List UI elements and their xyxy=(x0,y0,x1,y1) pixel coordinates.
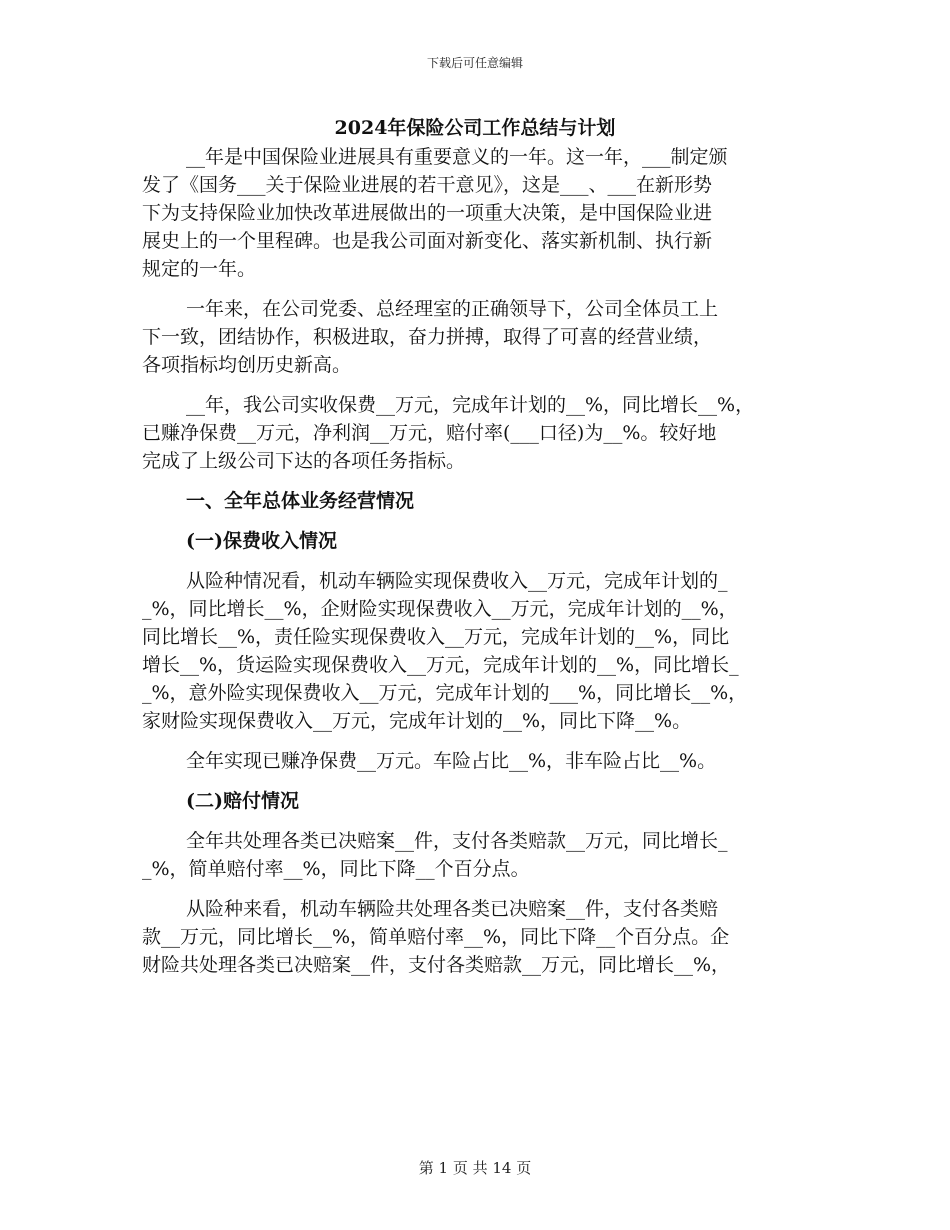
paragraph-review xyxy=(142,295,812,379)
text-line: 规定的一年。 xyxy=(142,258,257,280)
text-line: 从险种来看，机动车辆险共处理各类已决赔案__件，支付各类赔 xyxy=(186,898,719,920)
paragraph-intro xyxy=(142,143,812,283)
text-line: 从险种情况看，机动车辆险实现保费收入__万元，完成年计划的_ xyxy=(186,570,728,592)
text-line: 财险共处理各类已决赔案__件，支付各类赔款__万元，同比增长__%， xyxy=(142,954,731,976)
text-line: 已赚净保费__万元，净利润__万元，赔付率(___口径)为__%。较好地 xyxy=(142,422,717,444)
text-line: 下一致，团结协作，积极进取，奋力拼搏，取得了可喜的经营业绩， xyxy=(142,326,713,348)
text-line: 同比增长__%，责任险实现保费收入__万元，完成年计划的__%，同比 xyxy=(142,626,730,648)
text-line: 增长__%，货运险实现保费收入__万元，完成年计划的__%，同比增长_ xyxy=(142,654,739,676)
text-line: 款__万元，同比增长__%，简单赔付率__%，同比下降__个百分点。企 xyxy=(142,926,730,948)
text-line: 全年共处理各类已决赔案__件，支付各类赔款__万元，同比增长_ xyxy=(186,830,728,852)
text-line: 发了《国务___关于保险业进展的若干意见》，这是___、___在新形势 xyxy=(142,174,713,196)
text-line: _%，同比增长__%，企财险实现保费收入__万元，完成年计划的__%， xyxy=(142,598,738,620)
section-heading: 一、全年总体业务经营情况 xyxy=(186,490,415,512)
paragraph-summary-figures xyxy=(142,391,812,475)
text-line: 下为支持保险业加快改革进展做出的一项重大决策，是中国保险业进 xyxy=(142,202,713,224)
text-line: 完成了上级公司下达的各项任务指标。 xyxy=(142,450,466,472)
page-header-note: 下载后可任意编辑 xyxy=(426,56,523,70)
text-line: __年是中国保险业进展具有重要意义的一年。这一年，___制定颁 xyxy=(186,146,728,168)
paragraph-claims-total xyxy=(142,827,812,883)
text-line: _%，简单赔付率__%，同比下降__个百分点。 xyxy=(142,858,530,880)
subsection-heading-premium: (一)保费收入情况 xyxy=(186,530,337,552)
paragraph-claims-by-line xyxy=(142,895,812,979)
text-line: __年，我公司实收保费__万元，完成年计划的__%，同比增长__%， xyxy=(186,394,755,416)
document-title: 2024年保险公司工作总结与计划 xyxy=(334,117,616,139)
document-body xyxy=(142,143,812,979)
text-line: 一年来，在公司党委、总经理室的正确领导下，公司全体员工上 xyxy=(186,298,719,320)
text-line: _%，意外险实现保费收入__万元，完成年计划的___%，同比增长__%， xyxy=(142,682,748,704)
text-line: 展史上的一个里程碑。也是我公司面对新变化、落实新机制、执行新 xyxy=(142,230,713,252)
paragraph-earned-premium: 全年实现已赚净保费__万元。车险占比__%，非车险占比__%。 xyxy=(186,750,717,772)
subsection-heading-claims: (二)赔付情况 xyxy=(186,790,299,812)
page-number: 第 1 页 共 14 页 xyxy=(418,1159,532,1177)
paragraph-premium-by-line xyxy=(142,567,812,735)
text-line: 各项指标均创历史新高。 xyxy=(142,354,352,376)
text-line: 家财险实现保费收入__万元，完成年计划的__%，同比下降__%。 xyxy=(142,710,692,732)
